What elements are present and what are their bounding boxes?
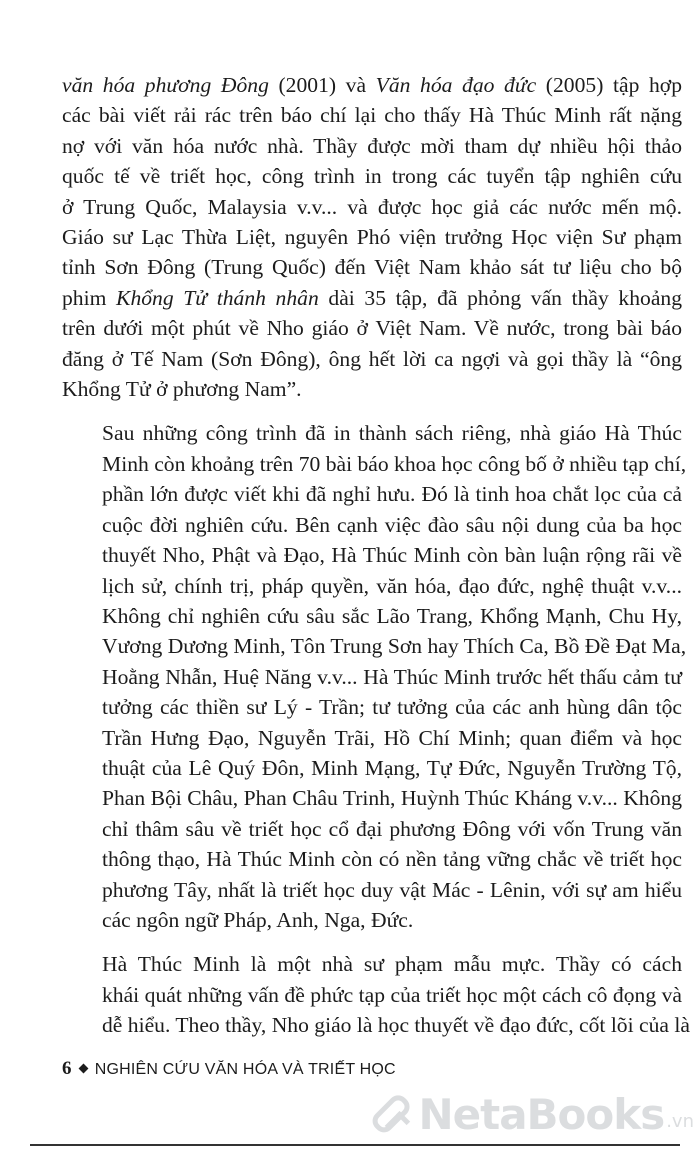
text-run: Khổng Tử ở phương Nam”. (62, 377, 302, 402)
text-run: các bài viết rải rác trên báo chí lại cho thấy Hà Thúc Minh rất nặng (62, 103, 682, 128)
text-run: Giáo sư Lạc Thừa Liệt, nguyên Phó viện trưởng Học viện Sư phạm (62, 225, 682, 250)
paragraph-3 (62, 949, 690, 1040)
page-footer (62, 1058, 396, 1080)
text-line (62, 844, 682, 874)
italic-title: Văn hóa đạo đức (375, 73, 537, 97)
watermark (374, 1084, 694, 1144)
text-line (62, 875, 682, 905)
text-run: Không chỉ nghiên cứu sâu sắc Lão Trang, Khổng Mạnh, Chu Hy, (102, 603, 682, 628)
text-run: thông thạo, Hà Thúc Minh còn có nền tảng vững chắc về triết học (102, 847, 682, 872)
text-run: dễ hiểu. Theo thầy, Nho giáo là học thuyết về đạo đức, cốt lõi của là (102, 1013, 690, 1038)
text-line (62, 313, 682, 343)
text-run: Trần Hưng Đạo, Nguyễn Trãi, Hồ Chí Minh; quan điểm và học (102, 725, 682, 750)
italic-title: văn hóa phương Đông (62, 73, 269, 97)
text-line (62, 222, 682, 252)
text-run: Vương Dương Minh, Tôn Trung Sơn hay Thích Ca, Bồ Đề Đạt Ma, (102, 634, 687, 659)
text-line (62, 70, 682, 100)
watermark-brand: NetaBooks (418, 1089, 665, 1139)
text-run: khái quát những vấn đề phức tạp của triết học một cách cô đọng và (102, 982, 682, 1007)
text-line (62, 161, 682, 191)
text-line (62, 192, 682, 222)
text-run: trên dưới một phút về Nho giáo ở Việt Nam. Về nước, trong bài báo (62, 316, 682, 341)
diamond-separator-icon (78, 1064, 88, 1074)
text-run: đăng ở Tế Nam (Sơn Đông), ông hết lời ca ngợi và gọi thầy là “ông (62, 346, 682, 371)
text-run: Phan Bội Châu, Phan Châu Trinh, Huỳnh Thúc Kháng v.v... Không (102, 786, 682, 811)
text-run: quốc tế về triết học, công trình in trong các tuyển tập nghiên cứu (62, 164, 682, 189)
text-line (62, 571, 682, 601)
bottom-rule (30, 1144, 680, 1146)
text-line (62, 100, 682, 130)
page-number: 6 (62, 1058, 72, 1079)
text-line (62, 344, 682, 374)
text-line (62, 949, 682, 979)
body-text (62, 70, 690, 1041)
text-run: Minh còn khoảng trên 70 bài báo khoa học công bố ở nhiều tạp chí, (102, 451, 687, 476)
text-line (62, 252, 682, 282)
text-line (62, 479, 682, 509)
text-line (62, 449, 687, 479)
text-line (62, 131, 682, 161)
text-line (62, 374, 682, 404)
italic-title: Khổng Tử thánh nhân (116, 285, 319, 310)
text-run: lịch sử, chính trị, pháp quyền, văn hóa, đạo đức, nghệ thuật v.v... (102, 573, 682, 598)
text-line (62, 753, 682, 783)
text-run: thuật của Lê Quý Đôn, Minh Mạng, Tự Đức, Nguyễn Trường Tộ, (102, 755, 682, 780)
paragraph-2 (62, 418, 687, 935)
text-run: Sau những công trình đã in thành sách riêng, nhà giáo Hà Thúc (102, 421, 682, 446)
text-run: tỉnh Sơn Đông (Trung Quốc) đến Việt Nam khảo sát tư liệu cho bộ (62, 255, 682, 280)
text-line (62, 601, 682, 631)
text-run: phần lớn được viết khi đã nghỉ hưu. Đó là tinh hoa chắt lọc của cả (102, 482, 682, 507)
text-line (62, 783, 682, 813)
text-run: nợ với văn hóa nước nhà. Thầy được mời tham dự nhiều hội thảo (62, 133, 682, 158)
text-run: tưởng các thiền sư Lý - Trần; tư tưởng của các anh hùng dân tộc (102, 695, 682, 720)
text-run: chỉ thâm sâu về triết học cổ đại phương Đông với vốn Trung văn (102, 816, 682, 841)
text-run: Hoằng Nhẫn, Huệ Năng v.v... Hà Thúc Minh trước hết thấu cảm tư (102, 664, 682, 689)
text-line (62, 1010, 690, 1040)
text-line (62, 510, 682, 540)
text-line (62, 692, 682, 722)
text-run: dài 35 tập, đã phỏng vấn thầy khoảng (318, 285, 682, 310)
text-run: (2005) tập hợp (536, 73, 682, 97)
text-run: ở Trung Quốc, Malaysia v.v... và được học giả các nước mến mộ. (62, 194, 682, 219)
text-run: các ngôn ngữ Pháp, Anh, Nga, Đức. (102, 907, 414, 932)
running-title: NGHIÊN CỨU VĂN HÓA VÀ TRIẾT HỌC (94, 1061, 396, 1078)
text-line (62, 631, 687, 661)
netabooks-logo-icon (368, 1091, 414, 1137)
text-run: phương Tây, nhất là triết học duy vật Mác - Lênin, với sự am hiểu (102, 877, 682, 902)
text-line (62, 723, 682, 753)
text-line (62, 980, 682, 1010)
text-line (62, 283, 682, 313)
text-run: cuộc đời nghiên cứu. Bên cạnh việc đào sâu nội dung của ba học (102, 512, 682, 537)
text-line (62, 905, 682, 935)
text-run: (2001) và (268, 73, 376, 97)
text-line (62, 662, 682, 692)
text-run: phim (62, 285, 117, 310)
text-line (62, 540, 682, 570)
watermark-suffix: .vn (666, 1110, 694, 1132)
text-run: Hà Thúc Minh là một nhà sư phạm mẫu mực. Thầy có cách (102, 952, 682, 977)
text-run: thuyết Nho, Phật và Đạo, Hà Thúc Minh còn bàn luận rộng rãi về (102, 543, 682, 568)
text-line (62, 418, 682, 448)
text-line (62, 814, 682, 844)
paragraph-1 (62, 70, 682, 404)
